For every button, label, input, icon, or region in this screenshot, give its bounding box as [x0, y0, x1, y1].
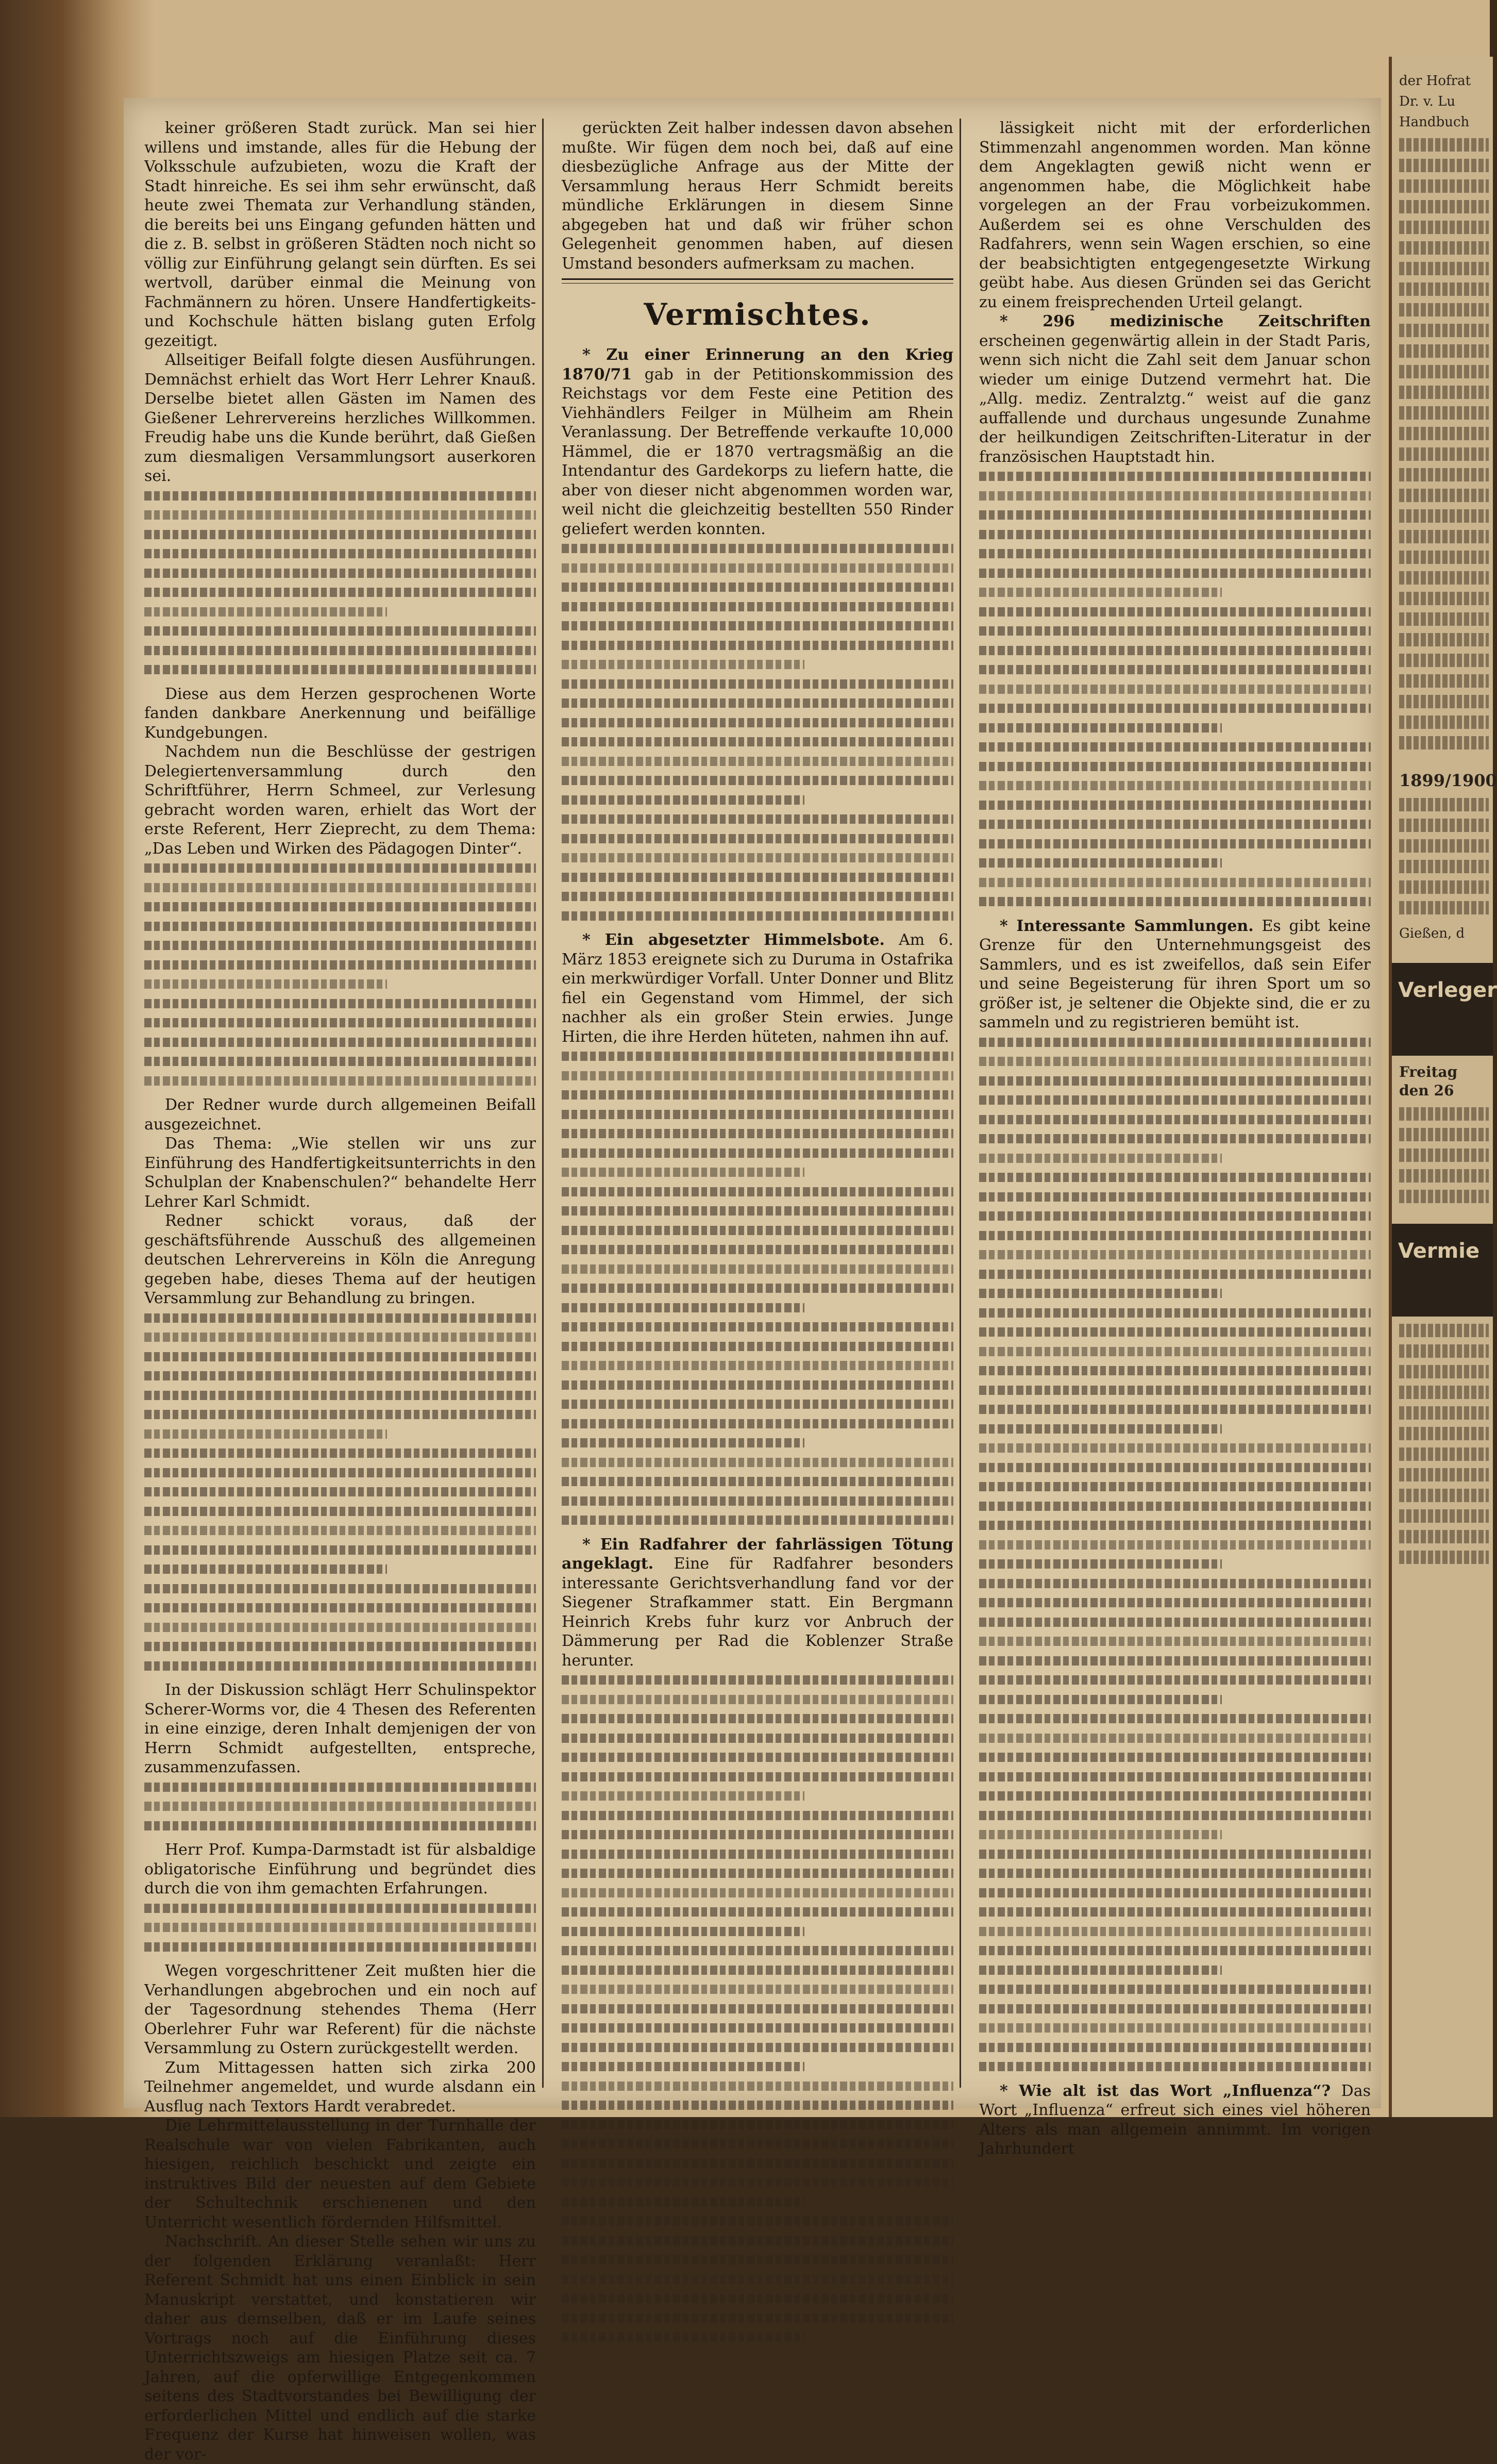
- column-rule: [542, 119, 544, 2088]
- text-lines: [144, 863, 536, 1086]
- paragraph: Redner schickt voraus, daß der geschäftsführende Ausschuß des allgemeinen deutschen Lehrervereins in Köln die Anregung gegeben habe, dieses Thema auf der heutigen Versammlung zur Behandlung zu bringen.: [144, 1212, 536, 1307]
- paragraph: Die Lehrmittelausstellung in der Turnhalle der Realschule war von vielen Fabrikanten, auch hiesigen, reichlich beschickt und zeigte ein instruktives Bild der neuesten auf dem Gebiete der Schultechnik erschienenen und den Unterricht wesentlich fördernden Hilfsmittel.: [144, 2117, 536, 2232]
- text-lines: [979, 472, 1371, 906]
- news-item-text: Eine für Radfahrer besonders interessante Gerichtsverhandlung fand vor der Siegener Strafkammer statt. Ein Bergmann Heinrich Krebs fuhr kurz vor Anbruch der Dämmerung per Rad die Koblenzer Straße herunter.: [562, 1555, 953, 1670]
- column-1: [144, 119, 536, 2463]
- paragraph: Zum Mittagessen hatten sich zirka 200 Teilnehmer angemeldet, und wurde alsdann ein Ausflug nach Textors Hardt verabredet.: [144, 2058, 536, 2116]
- news-item: [562, 345, 953, 539]
- paragraph: Das Thema: „Wie stellen wir uns zur Einführung des Handfertigkeitsunterrichts in den Schulplan der Knabenschulen?“ behandelte Herr Lehrer Karl Schmidt.: [144, 1135, 536, 1211]
- advertisement-header: Verleger: [1392, 963, 1493, 1056]
- text-lines: [144, 1313, 536, 1671]
- text-lines: [979, 1038, 1371, 2072]
- news-item-text: erscheinen gegenwärtig allein in der Stadt Paris, wenn sich nicht die Zahl seit dem Januar schon wieder um einige Dutzend vermehrt hat. Die „Allg. mediz. Zentralztg.“ weist auf die ganz auffallende und durchaus ungesunde Zunahme der heilkundigen Zeitschriften-Literatur in der französischen Hauptstadt hin.: [979, 331, 1371, 466]
- news-item-text: Das Wort „Influenza“ erfreut sich eines viel höheren Alters als man allgemein annimmt. Im vorigen Jahrhundert: [979, 2082, 1371, 2158]
- text-lines: [562, 1675, 953, 2342]
- section-heading: Vermischtes.: [644, 297, 871, 332]
- paragraph: Nachdem nun die Beschlüsse der gestrigen Delegiertenversammlung durch den Schriftführer, Herrn Schmeel, zur Verlesung gebracht worden waren, erhielt das Wort der erste Referent, Herr Zieprecht, zu dem Thema: „Das Leben und Wirken des Pädagogen Dinter“.: [144, 743, 536, 858]
- paragraph: Diese aus dem Herzen gesprochenen Worte fanden dankbare Anerkennung und beifällige Kundgebungen.: [144, 685, 536, 742]
- fragment: Gießen, d: [1399, 926, 1465, 941]
- news-item: [562, 1535, 953, 1671]
- news-item: [979, 312, 1371, 467]
- paragraph: lässigkeit nicht mit der erforderlichen Stimmenzahl angenommen worden. Man könne dem Angeklagten gewiß nicht wenn er angenommen habe, die Möglichkeit habe vorgelegen an der Frau vorbeizukommen. Außerdem sei es ohne Verschulden des Radfahrers, wenn sein Wagen erschien, so eine der beabsichtigten entgegengesetzte Wirkung geübt habe. Aus diesen Gründen sei das Gericht zu einem freisprechenden Urteil gelangt.: [979, 119, 1371, 311]
- text-lines: [144, 1904, 536, 1952]
- news-item-text: Am 6. März 1853 ereignete sich zu Duruma in Ostafrika ein merkwürdiger Vorfall. Unter Donner und Blitz fiel ein Gegenstand vom Himmel, der sich nachher als ein großer Stein erwies. Junge Hirten, die ihre Herden hüteten, nahmen ihn auf.: [562, 931, 953, 1046]
- column-rule: [960, 119, 961, 2088]
- text-lines: [562, 544, 953, 921]
- paragraph: Herr Prof. Kumpa-Darmstadt ist für alsbaldige obligatorische Einführung und begründet dies durch die von ihm gemachten Erfahrungen.: [144, 1841, 536, 1897]
- paragraph: Allseitiger Beifall folgte diesen Ausführungen. Demnächst erhielt das Wort Herr Lehrer Knauß. Derselbe bietet allen Gästen im Namen des Gießener Lehrervereins herzliches Willkommen. Freudig habe uns die Kunde berührt, daß Gießen zum diesmaligen Versammlungsort auserkoren sei.: [144, 351, 536, 485]
- paragraph: Wegen vorgeschrittener Zeit mußten hier die Verhandlungen abgebrochen und ein noch auf der Tagesordnung stehendes Thema (Herr Oberlehrer Fuhr war Referent) für die nächste Versammlung zu Ostern zurückgestellt werden.: [144, 1962, 536, 2057]
- news-item: [562, 930, 953, 1046]
- column-3: [979, 119, 1371, 2158]
- news-item-title: * Ein Radfahrer der fahrlässigen Tötung angeklagt.: [562, 1535, 953, 1573]
- news-item: [979, 2082, 1371, 2159]
- news-item-title: * Wie alt ist das Wort „Influenza“?: [1000, 2082, 1331, 2100]
- news-item-title: * Interessante Sammlungen.: [1000, 917, 1254, 935]
- news-item-text: Es gibt keine Grenze für den Unternehmungsgeist des Sammlers, und es ist zweifellos, daß sein Eifer und seine Begeisterung für ihren Sport um so größer ist, je seltener die Objekte sind, die er zu sammeln und zu registrieren bemüht ist.: [979, 917, 1371, 1031]
- text-lines: [144, 1783, 536, 1830]
- section-divider: [562, 278, 953, 284]
- fragment: der Hofrat: [1399, 73, 1471, 89]
- fragment: Handbuch: [1399, 114, 1470, 130]
- column-2: [562, 119, 953, 2088]
- fragment: Dr. v. Lu: [1399, 94, 1456, 109]
- paragraph: gerückten Zeit halber indessen davon absehen mußte. Wir fügen dem noch bei, daß auf eine diesbezügliche Anfrage aus der Mitte der Versammlung heraus Herr Schmidt bereits mündliche Erklärungen in diesem Sinne abgegeben hat und daß wir früher schon Gelegenheit genommen haben, auf diesen Umstand besonders aufmerksam zu machen.: [562, 119, 953, 273]
- news-item-title: * Zu einer Erinnerung an den Krieg 1870/71: [562, 346, 953, 384]
- paragraph: keiner größeren Stadt zurück. Man sei hier willens und imstande, alles für die Hebung der Volksschule aufzubieten, wozu die Kraft der Stadt hinreiche. Es sei ihm sehr erwünscht, daß heute zwei Themata zur Verhandlung ständen, die bereits bei uns Eingang gefunden hätten und die z. B. selbst in größeren Städten noch nicht so völlig zur Einführung gelangt sein dürften. Es sei wertvoll, darüber einmal die Meinung von Fachmännern zu hören. Unsere Handfertigkeits- und Kochschule hätten bislang guten Erfolg gezeitigt.: [144, 119, 536, 350]
- fragment: 1899/1900: [1399, 771, 1497, 790]
- news-item-text: gab in der Petitionskommission des Reichstags vor dem Feste eine Petition des Viehhändlers Feilger in Mülheim am Rhein Veranlassung. Der Betreffende verkaufte 10,000 Hämmel, die er 1870 vertragsmäßig an die Intendantur des Gardekorps zu liefern hatte, die aber von dieser nicht abgenommen worden war, weil nicht die gleichzeitig bestellten 550 Rinder geliefert werden konnten.: [562, 365, 953, 538]
- text-lines: [562, 1052, 953, 1525]
- newspaper-page: [124, 98, 1381, 2463]
- news-item-title: * Ein abgesetzter Himmelsbote.: [582, 931, 885, 949]
- text-lines: [144, 491, 536, 675]
- paragraph: Nachschrift. An dieser Stelle sehen wir uns zu der folgenden Erklärung veranlaßt: Herr Referent Schmidt hat uns einen Einblick in sein Manuskript verstattet, und konstatieren wir daher aus demselben, daß er im Laufe seines Vortrags noch auf die Einführung dieses Unterrichtszweigs am hiesigen Platze seit ca. 7 Jahren, auf die opferwillige Entgegenkommen seitens des Stadtvorstandes bei Bewilligung der erforderlichen Mittel und endlich auf die starke Frequenz der Kurse hat hinweisen wollen, was der vor-: [144, 2233, 536, 2463]
- news-item: [979, 917, 1371, 1033]
- fragment: Freitag den 26: [1399, 1063, 1458, 1099]
- paragraph: Der Redner wurde durch allgemeinen Beifall ausgezeichnet.: [144, 1096, 536, 1134]
- paragraph: In der Diskussion schlägt Herr Schulinspektor Scherer-Worms vor, die 4 Thesen des Referenten in eine einzige, deren Inhalt demjenigen der von Herrn Schmidt aufgestellten, entspreche, zusammenzufassen.: [144, 1681, 536, 1776]
- news-item-title: * 296 medizinische Zeitschriften: [1000, 312, 1371, 330]
- adjacent-page-edge: [1389, 57, 1497, 2117]
- advertisement-header: Vermie: [1392, 1224, 1493, 1317]
